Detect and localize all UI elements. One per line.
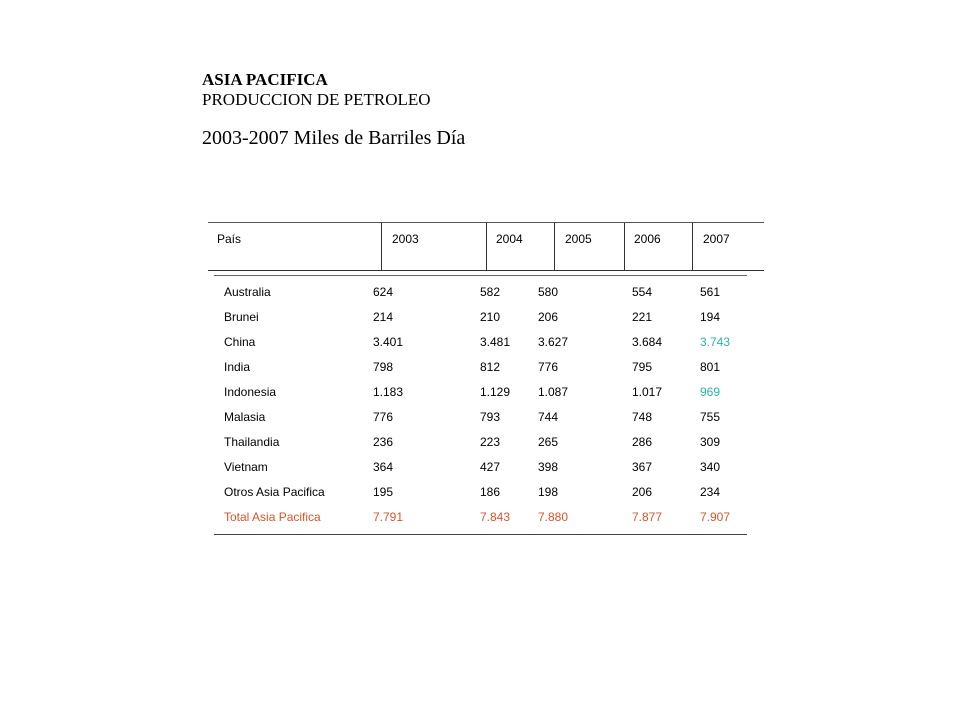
table-row xyxy=(214,330,747,355)
table-row xyxy=(214,455,747,480)
cell-y2007: 309 xyxy=(700,435,721,449)
title-block xyxy=(202,70,465,150)
cell-y2003: 7.791 xyxy=(373,510,404,524)
cell-y2004: 812 xyxy=(480,360,501,374)
table-row xyxy=(214,380,747,405)
cell-y2005: 776 xyxy=(538,360,559,374)
cell-y2005: 265 xyxy=(538,435,559,449)
cell-y2005: 398 xyxy=(538,460,559,474)
cell-y2007: 801 xyxy=(700,360,721,374)
cell-country: Australia xyxy=(224,285,271,299)
header-2007: 2007 xyxy=(703,232,730,246)
cell-y2005: 1.087 xyxy=(538,385,569,399)
cell-y2004: 210 xyxy=(480,310,501,324)
header-divider xyxy=(554,223,555,270)
cell-country: Thailandia xyxy=(224,435,280,449)
cell-y2007: 340 xyxy=(700,460,721,474)
cell-y2005: 7.880 xyxy=(538,510,569,524)
header-2003: 2003 xyxy=(392,232,419,246)
cell-y2006: 795 xyxy=(632,360,653,374)
title-period-units: 2003-2007 Miles de Barriles Día xyxy=(202,127,466,149)
cell-y2003: 236 xyxy=(373,435,394,449)
header-2005: 2005 xyxy=(565,232,592,246)
cell-country: Malasia xyxy=(224,410,266,424)
title-region: ASIA PACIFICA xyxy=(202,70,328,89)
header-2006: 2006 xyxy=(634,232,661,246)
cell-y2004: 427 xyxy=(480,460,501,474)
cell-y2007: 755 xyxy=(700,410,721,424)
header-2004: 2004 xyxy=(496,232,523,246)
table-row xyxy=(214,480,747,505)
production-table xyxy=(214,275,747,535)
cell-y2003: 214 xyxy=(373,310,394,324)
header-divider xyxy=(381,223,382,270)
cell-y2007: 194 xyxy=(700,310,721,324)
cell-country: India xyxy=(224,360,251,374)
cell-y2006: 1.017 xyxy=(632,385,663,399)
cell-y2007: 561 xyxy=(700,285,721,299)
cell-country: Otros Asia Pacifica xyxy=(224,485,325,499)
cell-y2004: 793 xyxy=(480,410,501,424)
cell-y2003: 3.401 xyxy=(373,335,404,349)
header-divider xyxy=(486,223,487,270)
cell-y2004: 1.129 xyxy=(480,385,511,399)
cell-y2007: 3.743 xyxy=(700,335,731,349)
cell-y2004: 7.843 xyxy=(480,510,511,524)
cell-y2007: 969 xyxy=(700,385,721,399)
cell-y2003: 1.183 xyxy=(373,385,404,399)
cell-y2006: 286 xyxy=(632,435,653,449)
cell-y2005: 198 xyxy=(538,485,559,499)
table-header xyxy=(208,222,764,271)
cell-y2006: 554 xyxy=(632,285,653,299)
table-row xyxy=(214,305,747,330)
cell-y2004: 3.481 xyxy=(480,335,511,349)
table-row xyxy=(214,430,747,455)
cell-country: Vietnam xyxy=(224,460,268,474)
cell-y2005: 206 xyxy=(538,310,559,324)
cell-y2004: 582 xyxy=(480,285,501,299)
cell-y2006: 221 xyxy=(632,310,653,324)
cell-y2007: 7.907 xyxy=(700,510,731,524)
cell-country: Total Asia Pacifica xyxy=(224,510,321,524)
cell-country: Brunei xyxy=(224,310,259,324)
cell-y2006: 748 xyxy=(632,410,653,424)
table-row xyxy=(214,280,747,305)
cell-y2004: 223 xyxy=(480,435,501,449)
cell-y2006: 7.877 xyxy=(632,510,663,524)
cell-y2003: 624 xyxy=(373,285,394,299)
cell-y2003: 776 xyxy=(373,410,394,424)
title-subject: PRODUCCION DE PETROLEO xyxy=(202,90,431,109)
cell-y2005: 580 xyxy=(538,285,559,299)
cell-y2005: 3.627 xyxy=(538,335,569,349)
header-divider xyxy=(692,223,693,270)
header-pais: País xyxy=(217,232,242,246)
cell-y2006: 206 xyxy=(632,485,653,499)
cell-y2003: 364 xyxy=(373,460,394,474)
table-row xyxy=(214,405,747,430)
cell-y2006: 3.684 xyxy=(632,335,663,349)
cell-y2004: 186 xyxy=(480,485,501,499)
header-divider xyxy=(624,223,625,270)
cell-country: China xyxy=(224,335,256,349)
table-row xyxy=(214,355,747,380)
cell-y2007: 234 xyxy=(700,485,721,499)
cell-y2003: 195 xyxy=(373,485,394,499)
cell-y2006: 367 xyxy=(632,460,653,474)
cell-y2003: 798 xyxy=(373,360,394,374)
cell-y2005: 744 xyxy=(538,410,559,424)
total-row xyxy=(214,505,747,530)
cell-country: Indonesia xyxy=(224,385,277,399)
